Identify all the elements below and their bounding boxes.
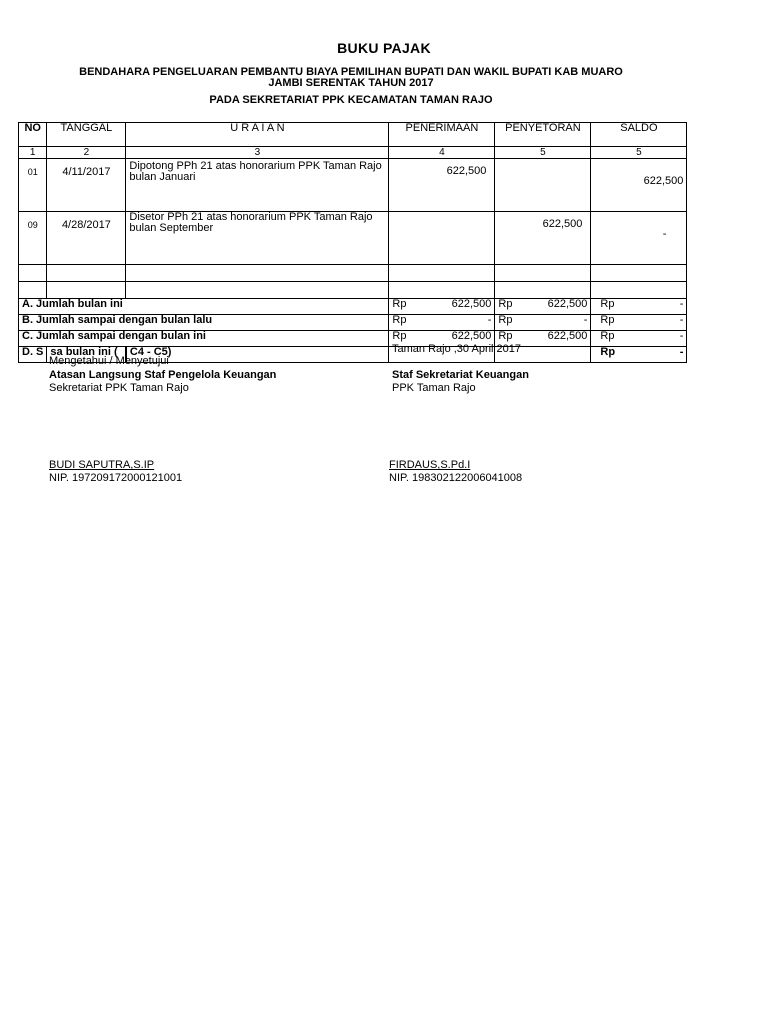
summary-row-c xyxy=(19,331,687,347)
row-penyetoran: 622,500 xyxy=(495,212,591,265)
col-header-penyetoran: PENYETORAN xyxy=(495,123,591,147)
row-uraian: Dipotong PPh 21 atas honorarium PPK Taman Rajo bulan Januari xyxy=(126,159,389,212)
summary-penerimaan: Rp 622,500 xyxy=(389,299,495,315)
row-saldo: - xyxy=(591,212,687,265)
table-row xyxy=(19,212,687,265)
right-signer-role: Staf Sekretariat Keuangan xyxy=(392,369,529,381)
summary-penyetoran: Rp 622,500 xyxy=(495,299,591,315)
place-date: Taman Rajo ,30 April 2017 xyxy=(392,343,522,355)
left-signer-role: Atasan Langsung Staf Pengelola Keuangan xyxy=(49,369,277,381)
col-index: 4 xyxy=(389,147,495,159)
summary-penyetoran: Rp - xyxy=(495,315,591,331)
col-header-saldo: SALDO xyxy=(591,123,687,147)
left-signer-nip: NIP. 197209172000121001 xyxy=(49,472,183,484)
col-header-tanggal: TANGGAL xyxy=(47,123,126,147)
document-subtitle-line3: PADA SEKRETARIAT PPK KECAMATAN TAMAN RAJO xyxy=(209,94,493,106)
right-signer-nip: NIP. 198302122006041008 xyxy=(389,472,523,484)
table-row-empty xyxy=(19,265,687,282)
row-uraian: Disetor PPh 21 atas honorarium PPK Taman Rajo bulan September xyxy=(126,212,389,265)
col-index: 2 xyxy=(47,147,126,159)
col-header-no: NO xyxy=(19,123,47,147)
row-tanggal: 4/28/2017 xyxy=(47,212,126,265)
sisa-label-b: sa bulan ini ( xyxy=(47,347,126,363)
col-index: 1 xyxy=(19,147,47,159)
col-header-uraian: U R A I A N xyxy=(126,123,389,147)
summary-penerimaan: Rp - xyxy=(389,315,495,331)
summary-penerimaan: Rp 622,500 xyxy=(389,331,495,347)
right-signer-name: FIRDAUS,S.Pd.I xyxy=(389,459,471,471)
col-index: 3 xyxy=(126,147,389,159)
document-subtitle-line1: BENDAHARA PENGELUARAN PEMBANTU BIAYA PEMILIHAN BUPATI DAN WAKIL BUPATI KAB MUARO xyxy=(79,66,623,78)
col-index: 5 xyxy=(495,147,591,159)
row-no: 01 xyxy=(19,159,47,212)
sisa-label-a: D. S xyxy=(19,347,47,363)
table-header-row xyxy=(19,123,687,147)
document-subtitle-line2: JAMBI SERENTAK TAHUN 2017 xyxy=(268,77,434,89)
row-no: 09 xyxy=(19,212,47,265)
summary-label: A. Jumlah bulan ini xyxy=(19,299,389,315)
row-penerimaan xyxy=(389,212,495,265)
table-row xyxy=(19,159,687,212)
row-penyetoran xyxy=(495,159,591,212)
row-saldo: 622,500 xyxy=(591,159,687,212)
tax-ledger-table xyxy=(18,122,687,363)
summary-row-a xyxy=(19,299,687,315)
col-header-penerimaan: PENERIMAAN xyxy=(389,123,495,147)
row-penerimaan: 622,500 xyxy=(389,159,495,212)
left-signer-name: BUDI SAPUTRA,S.IP xyxy=(49,459,155,471)
col-index: 5 xyxy=(591,147,687,159)
table-row-empty xyxy=(19,282,687,299)
approval-label: Mengetahui / Menyetujui xyxy=(49,355,169,367)
summary-label: B. Jumlah sampai dengan bulan lalu xyxy=(19,315,389,331)
summary-row-b xyxy=(19,315,687,331)
summary-saldo: Rp - xyxy=(591,299,687,315)
right-signer-unit: PPK Taman Rajo xyxy=(392,382,476,394)
sisa-saldo: Rp - xyxy=(591,347,687,363)
sisa-label-c: C4 - C5) xyxy=(126,347,389,363)
summary-penyetoran: Rp 622,500 xyxy=(495,331,591,347)
summary-saldo: Rp - xyxy=(591,315,687,331)
column-index-row xyxy=(19,147,687,159)
left-signer-unit: Sekretariat PPK Taman Rajo xyxy=(49,382,189,394)
row-tanggal: 4/11/2017 xyxy=(47,159,126,212)
summary-label: C. Jumlah sampai dengan bulan ini xyxy=(19,331,389,347)
document-title: BUKU PAJAK xyxy=(337,40,431,56)
summary-saldo: Rp - xyxy=(591,331,687,347)
